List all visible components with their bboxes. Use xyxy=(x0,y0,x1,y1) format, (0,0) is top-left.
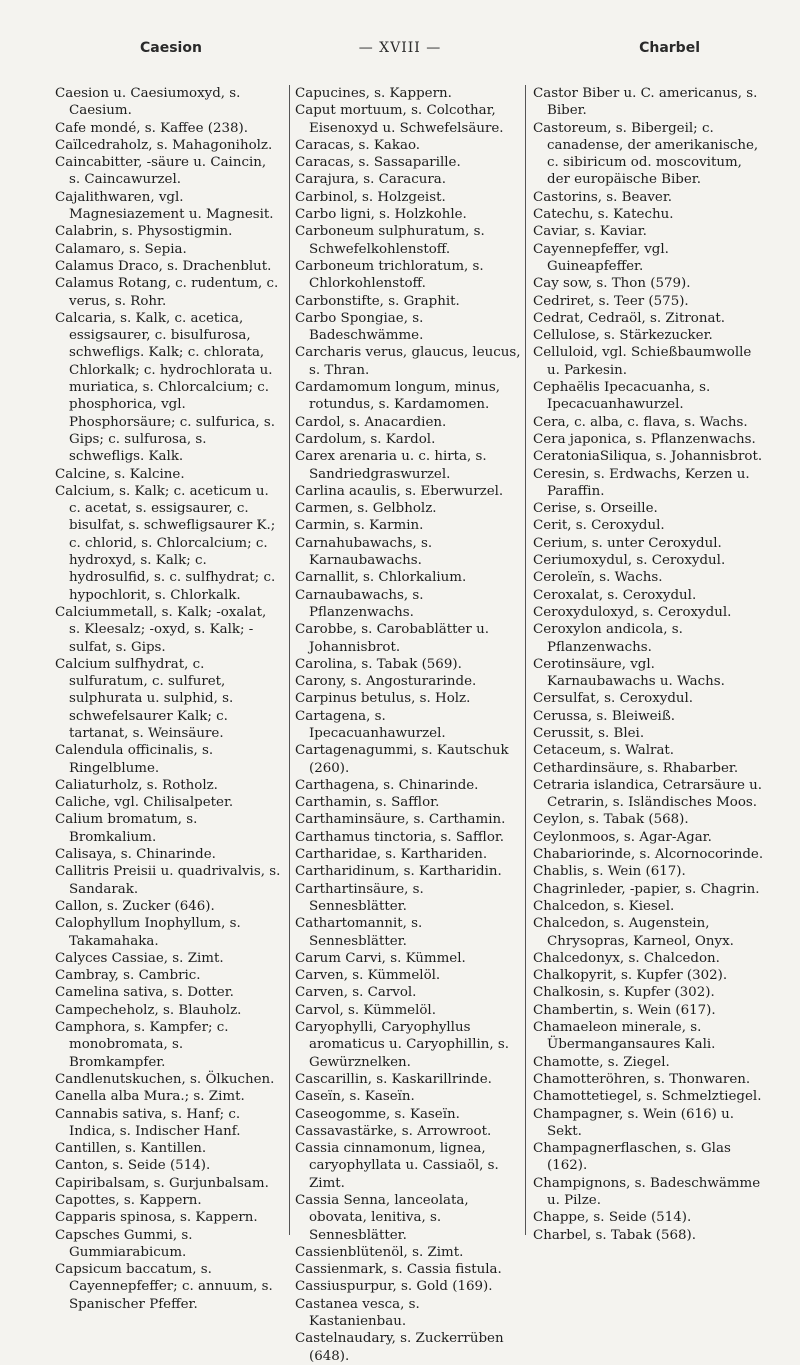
index-entry: Calabrin, s. Physostigmin. xyxy=(55,224,233,240)
index-entry: Cambray, s. Cambric. xyxy=(55,968,201,984)
index-entry: Cayennepfeffer, vgl. Guineapfeffer. xyxy=(533,241,669,274)
index-entry: Carthartinsäure, s. Sennesblätter. xyxy=(295,881,424,914)
index-entry: Chappe, s. Seide (514). xyxy=(533,1210,692,1226)
index-entry: Cassienblütenöl, s. Zimt. xyxy=(295,1244,464,1260)
index-entry: Calyces Cassiae, s. Zimt. xyxy=(55,950,224,966)
index-entry: Carum Carvi, s. Kümmel. xyxy=(295,950,466,966)
index-entry: Cera, c. alba, c. flava, s. Wachs. xyxy=(533,414,748,430)
index-entry: Carbo ligni, s. Holzkohle. xyxy=(295,207,467,223)
index-entry: Carmen, s. Gelbholz. xyxy=(295,501,437,517)
index-entry: Cedriret, s. Teer (575). xyxy=(533,293,689,309)
index-entry: Capucines, s. Kappern. xyxy=(295,86,452,101)
index-entry: Carajura, s. Caracura. xyxy=(295,172,447,188)
index-entry: Calamus Draco, s. Drachenblut. xyxy=(55,258,272,274)
index-entry: Calisaya, s. Chinarinde. xyxy=(55,847,216,863)
index-entry: Carobbe, s. Carobablätter u. Johannisbrot. xyxy=(295,622,489,655)
index-entry: Calcine, s. Kalcine. xyxy=(55,466,185,482)
index-entry: Ceriumoxydul, s. Ceroxydul. xyxy=(533,553,726,569)
index-entry: Charbel, s. Tabak (568). xyxy=(533,1227,696,1243)
index-entry: Castor Biber u. C. americanus, s. Biber. xyxy=(533,86,758,119)
index-entry: Cerit, s. Ceroxydul. xyxy=(533,518,665,534)
index-entry: Carcharis verus, glaucus, leucus, s. Thran. xyxy=(295,345,521,378)
index-entry: Canton, s. Seide (514). xyxy=(55,1158,211,1174)
index-entry: Chambertin, s. Wein (617). xyxy=(533,1002,716,1018)
index-entry: Calciummetall, s. Kalk; -oxalat, s. Kleesalz; -oxyd, s. Kalk; -sulfat, s. Gips. xyxy=(55,604,267,655)
index-entry: Cassia Senna, lanceolata, obovata, lenitiva, s. Sennesblätter. xyxy=(295,1193,469,1243)
index-entry: Caïlcedraholz, s. Mahagoniholz. xyxy=(55,137,273,153)
index-entry: Carmin, s. Karmin. xyxy=(295,518,424,534)
index-entry: Chabariorinde, s. Alcornocorinde. xyxy=(533,847,764,863)
index-entry: Carnahubawachs, s. Karnaubawachs. xyxy=(295,535,433,569)
index-entry: Capiribalsam, s. Gurjunbalsam. xyxy=(55,1175,269,1191)
index-entry: Cajalithwaren, vgl. Magnesiazement u. Magnesit. xyxy=(55,189,274,223)
index-entry: Caincabitter, -säure u. Caincin, s. Caincawurzel. xyxy=(55,155,267,188)
index-entry: Cartharidae, s. Karthariden. xyxy=(295,847,488,863)
index-entry: Callitris Preisii u. quadrivalvis, s. Sandarak. xyxy=(55,864,281,897)
index-entry: Cardolum, s. Kardol. xyxy=(295,431,436,447)
index-entry: Candlenutskuchen, s. Ölkuchen. xyxy=(55,1071,275,1087)
page-header xyxy=(60,40,740,70)
index-entry: Cersulfat, s. Ceroxydul. xyxy=(533,691,694,707)
index-columns xyxy=(55,85,765,1364)
index-entry: Cetraria islandica, Cetrarsäure u. Cetrarin, s. Isländisches Moos. xyxy=(533,777,763,811)
index-entry: Callon, s. Zucker (646). xyxy=(55,898,215,914)
index-entry: Cartharidinum, s. Kartharidin. xyxy=(295,864,502,880)
index-entry: Ceroxyduloxyd, s. Ceroxydul. xyxy=(533,604,732,620)
index-entry: Chalcedon, s. Augenstein, Chrysopras, Karneol, Onyx. xyxy=(533,916,734,949)
index-entry: Carex arenaria u. c. hirta, s. Sandriedgraswurzel. xyxy=(295,449,487,482)
index-entry: Carnaubawachs, s. Pflanzenwachs. xyxy=(295,587,424,620)
index-entry: Cay sow, s. Thon (579). xyxy=(533,276,691,292)
index-entry: Carbinol, s. Holzgeist. xyxy=(295,189,446,205)
index-entry: Carbo Spongiae, s. Badeschwämme. xyxy=(295,310,424,344)
index-entry: Cerium, s. unter Ceroxydul. xyxy=(533,535,722,551)
index-column-1 xyxy=(55,85,281,1312)
index-entry: Chalcedonyx, s. Chalcedon. xyxy=(533,950,720,966)
index-entry: Caput mortuum, s. Colcothar, Eisenoxyd u. Schwefelsäure. xyxy=(295,103,504,136)
index-entry: Cassiuspurpur, s. Gold (169). xyxy=(295,1279,493,1295)
index-entry: Calcium, s. Kalk; c. aceticum u. c. acetat, s. essigsaurer, c. bisulfat, s. schwefligsaurer K.; c. chlorid, s. Chlorcalcium; c. hydroxyd, s. Kalk; c. hydrosulfid, s. c. sulfhydrat; c. hypochlorit, s. Chlorkalk. xyxy=(55,483,276,603)
index-entry: Caseïn, s. Kaseïn. xyxy=(295,1089,415,1105)
index-entry: Carbonstifte, s. Graphit. xyxy=(295,293,460,309)
index-entry: CeratoniaSiliqua, s. Johannisbrot. xyxy=(533,449,763,465)
index-entry: Celluloid, vgl. Schießbaumwolle u. Parkesin. xyxy=(533,345,752,378)
index-entry: Cellulose, s. Stärkezucker. xyxy=(533,328,713,344)
index-entry: Caviar, s. Kaviar. xyxy=(533,224,647,240)
index-entry: Castanea vesca, s. Kastanienbau. xyxy=(295,1296,420,1330)
index-entry: Canella alba Mura.; s. Zimt. xyxy=(55,1089,245,1105)
index-entry: Cartagenagummi, s. Kautschuk (260). xyxy=(295,743,509,776)
index-entry: Cerise, s. Orseille. xyxy=(533,501,658,517)
index-entry: Catechu, s. Katechu. xyxy=(533,207,674,223)
index-entry: Camelina sativa, s. Dotter. xyxy=(55,985,234,1001)
index-entry: Calcium sulfhydrat, c. sulfuratum, c. sulfuret, sulphurata u. sulphid, s. schwefelsaurer Kalk; c. tartanat, s. Weinsäure. xyxy=(55,656,234,741)
index-entry: Carven, s. Kümmelöl. xyxy=(295,968,441,984)
index-entry: Calamus Rotang, c. rudentum, c. verus, s. Rohr. xyxy=(55,276,279,309)
index-entry: Cafe mondé, s. Kaffee (238). xyxy=(55,120,249,136)
index-entry: Chalkopyrit, s. Kupfer (302). xyxy=(533,968,728,984)
index-entry: Calophyllum Inophyllum, s. Takamahaka. xyxy=(55,916,241,949)
index-entry: Castorins, s. Beaver. xyxy=(533,189,673,205)
index-entry: Chalkosin, s. Kupfer (302). xyxy=(533,985,715,1001)
index-entry: Capparis spinosa, s. Kappern. xyxy=(55,1210,258,1226)
index-entry: Carboneum trichloratum, s. Chlorkohlenstoff. xyxy=(295,258,484,292)
index-entry: Cerotinsäure, vgl. Karnaubawachs u. Wachs. xyxy=(533,656,725,690)
index-entry: Cethardinsäure, s. Rhabarber. xyxy=(533,760,739,776)
running-head-right: Charbel xyxy=(639,40,700,56)
index-entry: Ceylonmoos, s. Agar-Agar. xyxy=(533,829,712,845)
index-entry: Caryophylli, Caryophyllus aromaticus u. Caryophillin, s. Gewürznelken. xyxy=(295,1020,510,1070)
index-entry: Ceroleïn, s. Wachs. xyxy=(533,570,663,586)
index-entry: Carnallit, s. Chlorkalium. xyxy=(295,570,467,586)
index-entry: Caseogomme, s. Kaseïn. xyxy=(295,1106,460,1122)
index-entry: Chamotteröhren, s. Thonwaren. xyxy=(533,1071,751,1087)
index-entry: Cassavastärke, s. Arrowroot. xyxy=(295,1123,492,1139)
index-entry: Chamaeleon minerale, s. Übermangansaures Kali. xyxy=(533,1020,716,1053)
index-entry: Caliaturholz, s. Rotholz. xyxy=(55,777,218,793)
index-entry: Carthaminsäure, s. Carthamin. xyxy=(295,812,506,828)
index-entry: Carthamus tinctoria, s. Safflor. xyxy=(295,829,505,845)
index-entry: Cerussit, s. Blei. xyxy=(533,725,645,741)
index-entry: Campecheholz, s. Blauholz. xyxy=(55,1002,242,1018)
index-entry: Chagrinleder, -papier, s. Chagrin. xyxy=(533,881,760,897)
index-entry: Capottes, s. Kappern. xyxy=(55,1193,202,1208)
index-entry: Cardamomum longum, minus, rotundus, s. Kardamomen. xyxy=(295,380,500,413)
index-entry: Cathartomannit, s. Sennesblätter. xyxy=(295,916,423,949)
index-entry: Cascarillin, s. Kaskarillrinde. xyxy=(295,1071,492,1087)
index-entry: Caliche, vgl. Chilisalpeter. xyxy=(55,795,234,811)
index-entry: Capsches Gummi, s. Gummiarabicum. xyxy=(55,1227,193,1260)
index-column-3 xyxy=(533,85,765,1245)
index-entry: Calcaria, s. Kalk, c. acetica, essigsaurer, c. bisulfurosa, schwefligs. Kalk; c. chlorata, Chlorkalk; c. hydrochlorata u. muriatica, s. Chlorcalcium; c. phosphorica, vgl. Phosphorsäure; c. sulfurica, s. Gips; c. sulfurosa, s. schwefligs. Kalk. xyxy=(55,310,275,465)
index-entry: Castoreum, s. Bibergeil; c. canadense, der amerikanische, c. sibiricum od. moscovitum, der europäische Biber. xyxy=(533,120,759,188)
index-entry: Cephaëlis Ipecacuanha, s. Ipecacuanhawurzel. xyxy=(533,380,711,413)
running-head-left: Caesion xyxy=(140,40,202,56)
index-entry: Ceroxalat, s. Ceroxydul. xyxy=(533,587,697,603)
index-entry: Caracas, s. Sassaparille. xyxy=(295,155,461,171)
index-entry: Cerussa, s. Bleiweiß. xyxy=(533,708,676,724)
index-entry: Champagner, s. Wein (616) u. Sekt. xyxy=(533,1106,734,1139)
index-entry: Cassia cinnamonum, lignea, caryophyllata u. Cassiaöl, s. Zimt. xyxy=(295,1141,499,1191)
index-entry: Ceroxylon andicola, s. Pflanzenwachs. xyxy=(533,622,683,655)
index-entry: Chablis, s. Wein (617). xyxy=(533,864,686,880)
index-entry: Caracas, s. Kakao. xyxy=(295,137,421,153)
index-entry: Carlina acaulis, s. Eberwurzel. xyxy=(295,483,504,499)
index-entry: Carboneum sulphuratum, s. Schwefelkohlenstoff. xyxy=(295,224,485,257)
index-entry: Capsicum baccatum, s. Cayennepfeffer; c. annuum, s. Spanischer Pfeffer. xyxy=(55,1262,273,1312)
index-entry: Champignons, s. Badeschwämme u. Pilze. xyxy=(533,1175,761,1208)
index-entry: Castelnaudary, s. Zuckerrüben (648). xyxy=(295,1331,504,1364)
index-entry: Cera japonica, s. Pflanzenwachs. xyxy=(533,431,756,447)
index-entry: Carolina, s. Tabak (569). xyxy=(295,656,462,672)
index-entry: Cartagena, s. Ipecacuanhawurzel. xyxy=(295,708,446,741)
page-number: — XVIII — xyxy=(358,40,442,56)
index-entry: Calamaro, s. Sepia. xyxy=(55,241,187,257)
index-entry: Calium bromatum, s. Bromkalium. xyxy=(55,812,198,845)
index-entry: Cardol, s. Anacardien. xyxy=(295,414,447,430)
index-entry: Carvol, s. Kümmelöl. xyxy=(295,1002,436,1018)
index-column-2 xyxy=(295,85,521,1364)
index-entry: Cedrat, Cedraöl, s. Zitronat. xyxy=(533,310,726,326)
index-entry: Carthagena, s. Chinarinde. xyxy=(295,777,479,793)
index-entry: Cassienmark, s. Cassia fistula. xyxy=(295,1262,502,1278)
index-entry: Chamotte, s. Ziegel. xyxy=(533,1054,670,1070)
index-entry: Carthamin, s. Safflor. xyxy=(295,795,440,811)
index-entry: Caesion u. Caesiumoxyd, s. Caesium. xyxy=(55,86,241,119)
index-entry: Camphora, s. Kampfer; c. monobromata, s. Bromkampfer. xyxy=(55,1020,229,1070)
index-entry: Ceresin, s. Erdwachs, Kerzen u. Paraffin. xyxy=(533,466,750,499)
index-entry: Carven, s. Carvol. xyxy=(295,985,417,1001)
index-entry: Carpinus betulus, s. Holz. xyxy=(295,691,471,707)
index-entry: Carony, s. Angosturarinde. xyxy=(295,674,477,690)
index-entry: Calendula officinalis, s. Ringelblume. xyxy=(55,743,214,776)
index-entry: Cetaceum, s. Walrat. xyxy=(533,743,675,759)
index-entry: Chalcedon, s. Kiesel. xyxy=(533,898,675,914)
index-entry: Ceylon, s. Tabak (568). xyxy=(533,812,689,828)
index-entry: Champagnerflaschen, s. Glas (162). xyxy=(533,1141,731,1174)
index-entry: Cannabis sativa, s. Hanf; c. Indica, s. Indischer Hanf. xyxy=(55,1106,241,1139)
index-entry: Cantillen, s. Kantillen. xyxy=(55,1141,207,1157)
index-entry: Chamottetiegel, s. Schmelztiegel. xyxy=(533,1089,762,1105)
